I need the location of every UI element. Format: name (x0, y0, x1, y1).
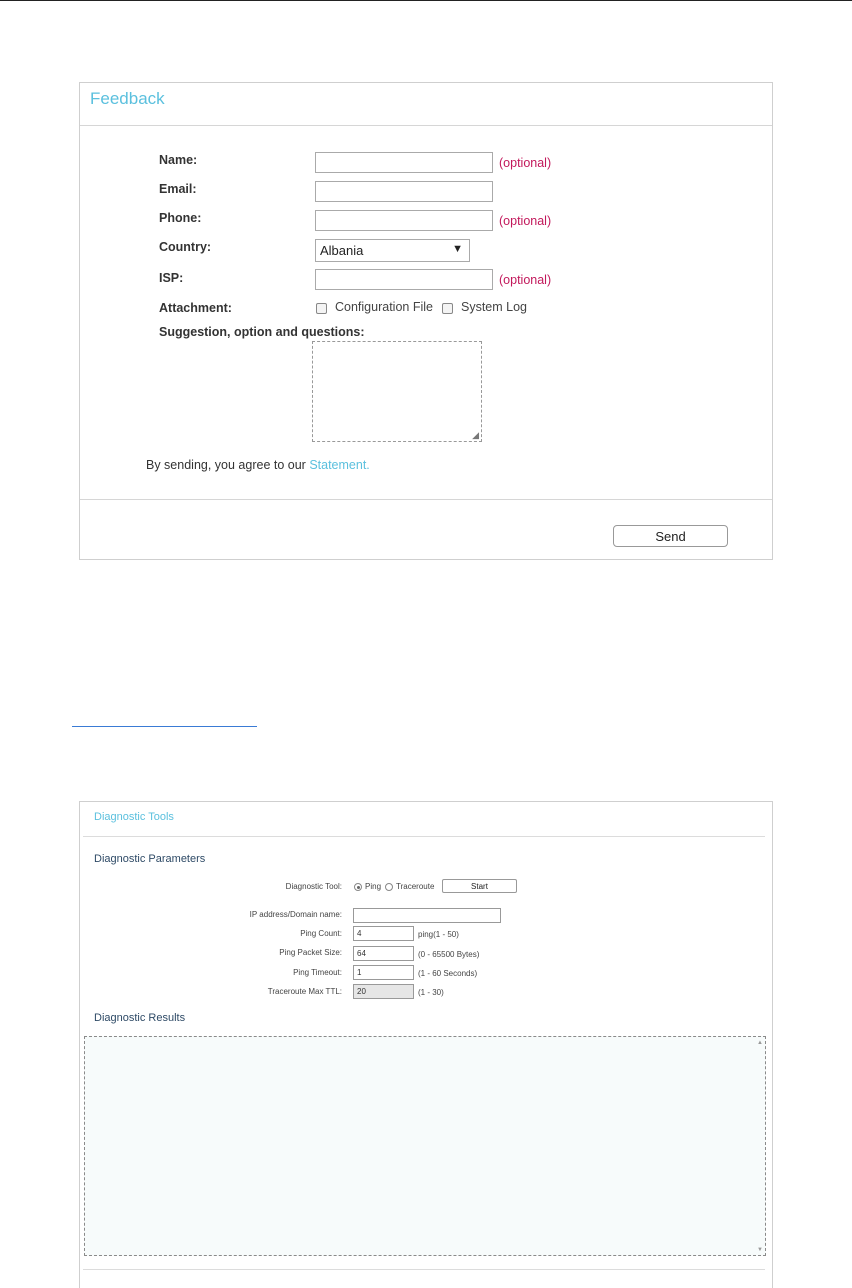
chevron-down-icon: ▼ (452, 243, 463, 255)
phone-optional-note: (optional) (499, 214, 552, 228)
ip-domain-label: IP address/Domain name: (249, 910, 342, 919)
max-ttl-label: Traceroute Max TTL: (267, 987, 342, 996)
send-button[interactable]: Send (613, 525, 728, 547)
start-button[interactable]: Start (442, 879, 517, 893)
statement-link[interactable]: Statement. (309, 458, 370, 472)
configuration-file-label: Configuration File (335, 300, 433, 314)
diagnostic-tool-label: Diagnostic Tool: (285, 882, 342, 891)
phone-label: Phone: (159, 211, 202, 225)
system-log-checkbox[interactable] (442, 303, 453, 314)
ping-timeout-label: Ping Timeout: (293, 968, 342, 977)
agreement-text (146, 458, 370, 472)
scroll-up-icon[interactable]: ▲ (757, 1040, 763, 1046)
system-log-label: System Log (461, 300, 528, 314)
traceroute-radio-label: Traceroute (396, 882, 435, 891)
scroll-down-icon[interactable]: ▼ (757, 1247, 763, 1253)
country-label: Country: (159, 240, 212, 254)
packet-size-hint: (0 - 65500 Bytes) (418, 950, 480, 959)
agreement-prefix: By sending, you agree to our (146, 458, 310, 472)
packet-size-label: Ping Packet Size: (279, 948, 342, 957)
phone-input[interactable] (315, 210, 493, 231)
suggestion-textarea[interactable] (312, 341, 482, 442)
feedback-title: Feedback (90, 89, 165, 108)
name-input[interactable] (315, 152, 493, 173)
diagnostic-footer-divider (83, 1269, 765, 1270)
packet-size-input[interactable]: 64 (353, 946, 414, 961)
diagnostic-header-divider (83, 836, 765, 837)
ping-radio-label: Ping (365, 882, 382, 891)
country-select[interactable] (315, 239, 470, 262)
configuration-file-checkbox[interactable] (316, 303, 327, 314)
ping-timeout-hint: (1 - 60 Seconds) (418, 969, 478, 978)
ip-domain-input[interactable] (353, 908, 501, 923)
traceroute-radio[interactable] (385, 883, 393, 891)
feedback-panel (79, 82, 773, 560)
feedback-header-divider (80, 125, 772, 126)
suggestion-label: Suggestion, option and questions: (159, 325, 365, 339)
diagnostic-panel (79, 801, 773, 1288)
attachment-label: Attachment: (159, 301, 232, 315)
isp-input[interactable] (315, 269, 493, 290)
top-rule (0, 0, 852, 1)
ping-count-input[interactable]: 4 (353, 926, 414, 941)
name-label: Name: (159, 153, 198, 167)
max-ttl-input: 20 (353, 984, 414, 999)
ping-count-hint: ping(1 - 50) (418, 930, 459, 939)
feedback-footer-divider (80, 499, 772, 500)
email-label: Email: (159, 182, 197, 196)
isp-label: ISP: (159, 271, 184, 285)
diagnostic-title: Diagnostic Tools (94, 811, 174, 823)
diagnostic-results-area[interactable] (84, 1036, 766, 1256)
email-input[interactable] (315, 181, 493, 202)
ping-radio[interactable] (354, 883, 362, 891)
ping-count-label: Ping Count: (300, 929, 342, 938)
resize-grip-icon[interactable]: ◢ (472, 430, 479, 440)
diagnostic-results-heading: Diagnostic Results (94, 1012, 186, 1024)
country-selected-value: Albania (320, 243, 364, 258)
max-ttl-hint: (1 - 30) (418, 988, 444, 997)
name-optional-note: (optional) (499, 156, 552, 170)
ping-timeout-input[interactable]: 1 (353, 965, 414, 980)
isp-optional-note: (optional) (499, 273, 552, 287)
diagnostic-parameters-heading: Diagnostic Parameters (94, 853, 206, 865)
blue-underline-divider (72, 726, 257, 727)
